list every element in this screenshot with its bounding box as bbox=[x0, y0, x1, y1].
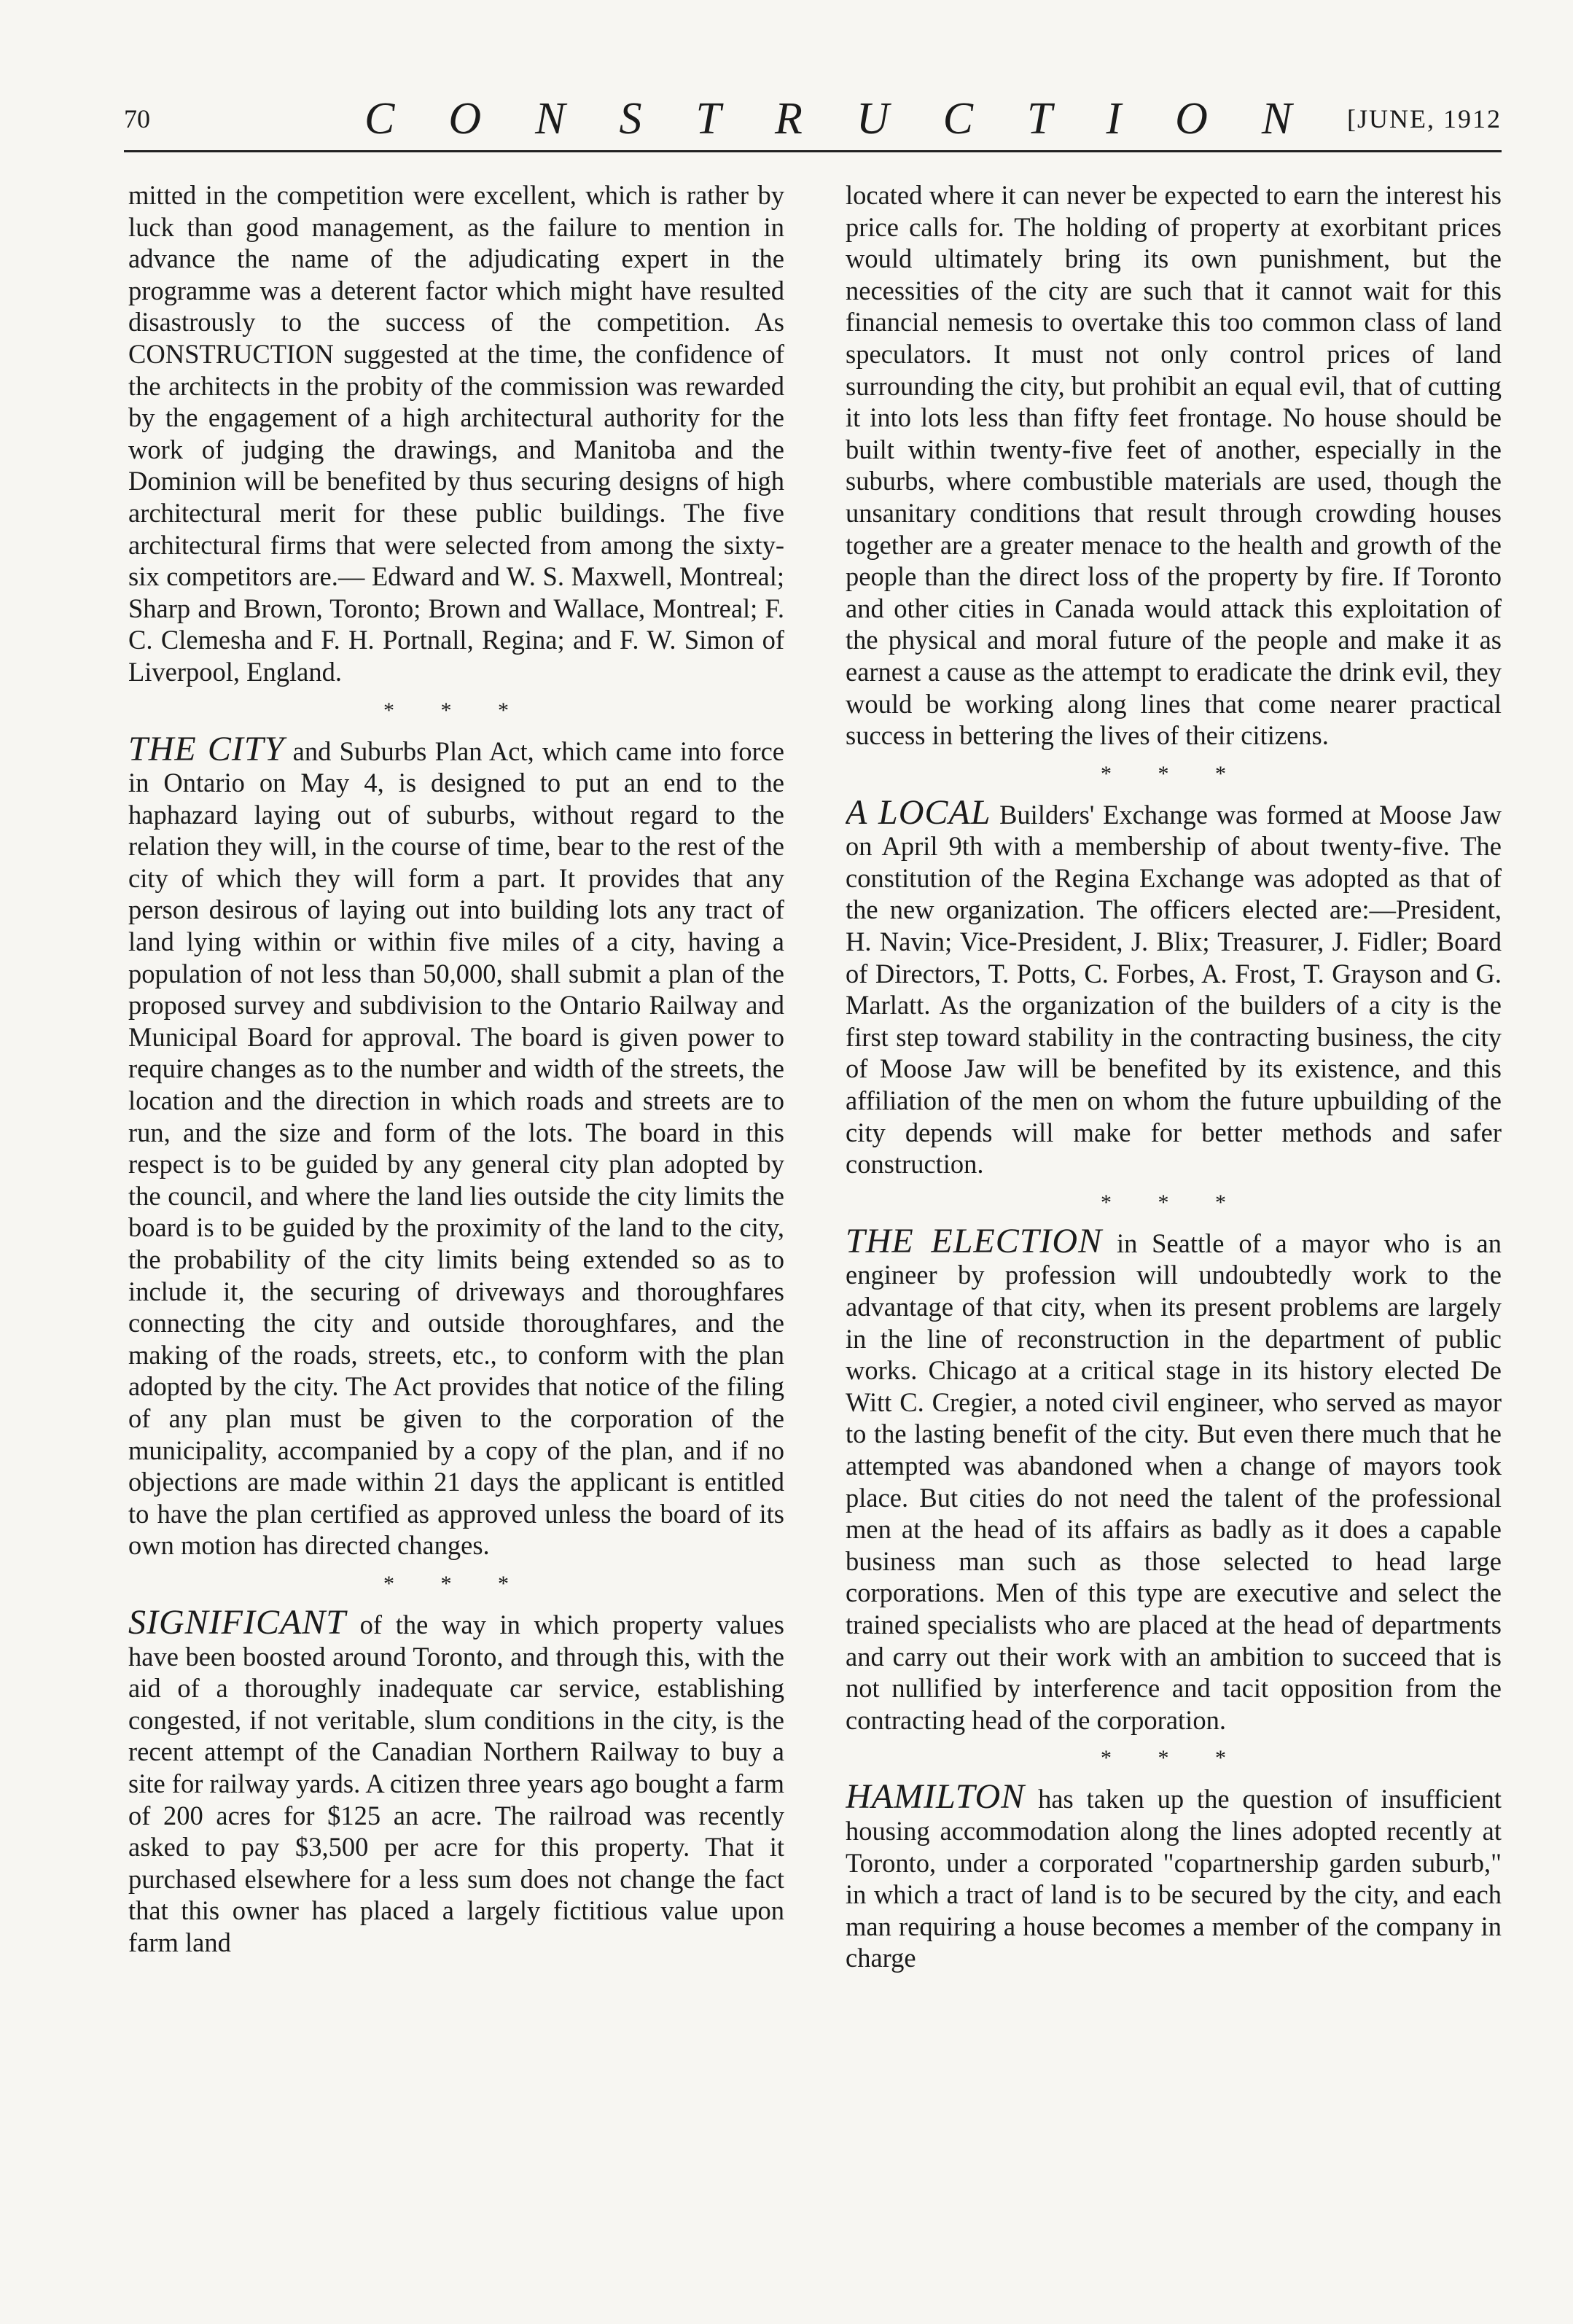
section-divider: * * * bbox=[383, 1571, 529, 1596]
paragraph-competition: mitted in the competition were excellent, which is rather by luck than good management, as the failure to mention in advance the name of the adjudicating expert in the programme was a deterent factor which might have resulted disastrously to the success of the competition. As CONSTRUCTION suggested at the time, the confidence of the architects in the probity of the commission was rewarded by the engagement of a high architectural authority for the work of judging the drawings, and Manitoba and the Dominion will be benefited by thus securing designs of high architectural merit for these public buildings. The five architectural firms that were selected from among the sixty-six competitors are.— Edward and W. S. Maxwell, Montreal; Sharp and Brown, Toronto; Brown and Wallace, Montreal; F. C. Clemesha and F. H. Portnall, Regina; and F. W. Simon of Liverpool, England. bbox=[128, 180, 784, 687]
journal-title: CONSTRUCTION bbox=[364, 94, 1346, 144]
paragraph-text: and Suburbs Plan Act, which came into force in Ontario on May 4, is designed to put an end to the haphazard laying out of suburbs, without regard to the relation they will, in the course of time, bear to the rest of the city of which they will form a part. It provides that any person desirous of laying out into building lots any tract of land lying within or within five miles of a city, having a population of not less than 50,000, shall submit a plan of the proposed survey and subdivision to the Ontario Railway and Municipal Board for approval. The board is given power to require changes as to the number and width of the streets, the location and the direction in which roads and streets are to run, and the size and form of the lots. The board in this respect is to be guided by any general city plan adopted by the council, and where the land lies outside the city limits the board is to be guided by the proximity of the land to the city, the probability of the city limits being extended so as to include it, the securing of driveways and thoroughfares connecting the city and outside thoroughfares, and the making of the roads, streets, etc., to conform with the plan adopted by the city. The Act provides that notice of the filing of any plan must be given to the corporation of the municipality, accompanied by a copy of the plan, and if no objections are made within 21 days the applicant is entitled to have the plan certified as approved unless the board of its own motion has directed changes. bbox=[128, 736, 784, 1561]
paragraph-land-speculation: located where it can never be expected to earn the interest his price calls for. The holding of property at exorbitant prices would ultimately bring its own punishment, but the necessities of the city are such that it cannot wait for this financial nemesis to overtake this too common class of land speculators. It must not only control prices of land surrounding the city, but prohibit an equal evil, that of cutting it into lots less than fifty feet frontage. No house should be built within twenty-five feet of another, especially in the suburbs, where combustible materials are used, though the unsanitary conditions that result through crowding houses together are a greater menace to the health and growth of the people than the direct loss of the property by fire. If Toronto and other cities in Canada would attack this exploitation of the physical and moral future of the people and make it as earnest a cause as the attempt to eradicate the drink evil, they would be working along lines that come nearer practical success in bettering the lives of their citizens. bbox=[846, 180, 1502, 751]
issue-date: [JUNE, 1912 bbox=[1347, 104, 1502, 133]
paragraph-text: of the way in which property values have been boosted around Toronto, and through this, with the aid of a thoroughly inadequate car service, establishing congested, if not veritable, slum conditions in the city, is the recent attempt of the Canadian Northern Railway to buy a site for railway yards. A citizen three years ago bought a farm of 200 acres for $125 an acre. The railroad was recently asked to pay $3,500 per acre for this property. That it purchased elsewhere for a less sum does not change the fact that this owner has placed a largely fictitious value upon farm land bbox=[128, 1609, 784, 1957]
page-header bbox=[124, 93, 1502, 146]
paragraph-seattle-election bbox=[846, 1221, 1502, 1736]
lead-in: THE CITY bbox=[128, 729, 285, 768]
section-divider: * * * bbox=[383, 698, 529, 722]
section-divider: * * * bbox=[1101, 761, 1246, 786]
paragraph-text: Builders' Exchange was formed at Moose Jaw on April 9th with a membership of about twenty-five. The constitution of the Regina Exchange was adopted as that of the new organization. The officers elected are:—President, H. Navin; Vice-President, J. Blix; Treasurer, J. Fidler; Board of Directors, T. Potts, C. Forbes, A. Frost, T. Grayson and G. Marlatt. As the organization of the builders of a city is the first step toward stability in the contracting business, the city of Moose Jaw will be benefited by its existence, and this affiliation of the men on whom the future upbuilding of the city depends will make for better methods and safer construction. bbox=[846, 799, 1502, 1179]
section-divider: * * * bbox=[1101, 1746, 1246, 1771]
header-rule bbox=[124, 150, 1502, 152]
paragraph-builders-exchange bbox=[846, 792, 1502, 1180]
lead-in: SIGNIFICANT bbox=[128, 1602, 346, 1642]
paragraph-hamilton-housing bbox=[846, 1777, 1502, 1974]
right-column bbox=[846, 179, 1502, 2272]
lead-in: A LOCAL bbox=[846, 792, 991, 832]
section-divider: * * * bbox=[1101, 1190, 1246, 1214]
paragraph-text: in Seattle of a mayor who is an engineer by profession will undoubtedly work to the advantage of that city, when its present problems are largely in the line of reconstruction in the department of public works. Chicago at a critical stage in its history elected De Witt C. Cregier, a noted civil engineer, who served as mayor to the lasting benefit of the city. But even there much that he attempted was abandoned when a change of mayors took place. But cities do not need the talent of the professional men at the head of its affairs as badly as it does a capable business man such as those selected to head large corporations. Men of this type are executive and select the trained specialists who are placed at the head of departments and carry out their work with an ambition to succeed that is not nullified by interference and tacit opposition from the contracting head of the corporation. bbox=[846, 1228, 1502, 1735]
lead-in: HAMILTON bbox=[846, 1777, 1026, 1817]
page-number: 70 bbox=[124, 104, 150, 133]
paragraph-text: has taken up the question of insufficient housing accommodation along the lines adopted recently at Toronto, under a corporated "copartnership garden suburb," in which a tract of land is to be secured by the city, and each man requiring a house becomes a member of the company in charge bbox=[846, 1784, 1502, 1973]
paragraph-city-plan-act bbox=[128, 729, 784, 1561]
left-column bbox=[128, 179, 784, 2272]
lead-in: THE ELECTION bbox=[846, 1221, 1103, 1260]
paragraph-property-values bbox=[128, 1602, 784, 1959]
